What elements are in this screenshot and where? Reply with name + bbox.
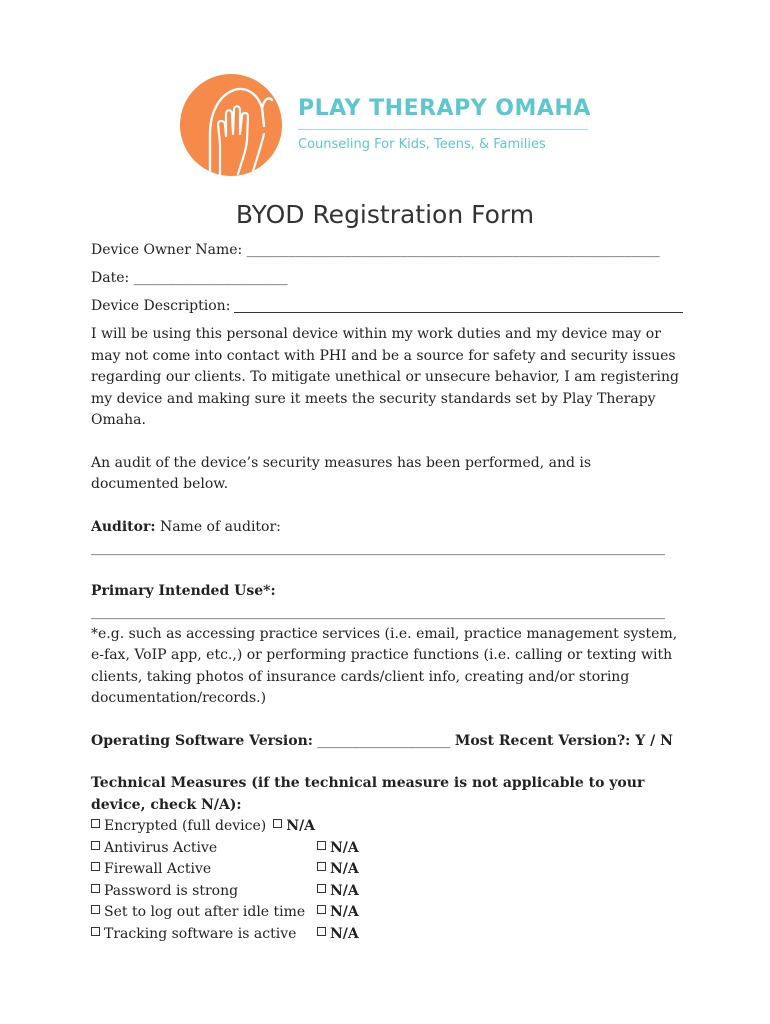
measure-label: Encrypted (full device)	[104, 818, 267, 834]
na-label: N/A	[286, 818, 316, 834]
auditor-label: Auditor:	[91, 518, 156, 535]
auditor-line	[91, 517, 683, 539]
os-version-blank[interactable]: ___________________	[317, 732, 451, 749]
device-description-label: Device Description:	[91, 298, 231, 314]
measure-row-idle-logout	[91, 902, 683, 924]
primary-use-footnote: *e.g. such as accessing practice services (i.e. email, practice management system, e-fax, VoIP app, etc.,) or performing practice functions (i.e. calling or texting with clients, taking photos of insurance cards/client info, creating and/or storing documentation/records.)	[91, 625, 678, 706]
device-owner-name-field[interactable]: Device Owner Name: ___________________________________________________________	[91, 242, 660, 258]
na-label: N/A	[330, 861, 359, 877]
intro-paragraph: I will be using this personal device within my work duties and my device may or may not come into contact with PHI and be a source for safety and security issues regarding our clients. To mitigate unethical or unsecure behavior, I am registering my device and making sure it meets the security standards set by Play Therapy Omaha.	[91, 326, 680, 428]
na-checkbox[interactable]	[317, 838, 359, 860]
most-recent-version-label[interactable]: Most Recent Version?: Y / N	[454, 732, 673, 749]
measure-checkbox[interactable]	[91, 861, 104, 877]
auditor-hint: Name of auditor:	[159, 518, 281, 535]
measure-label: Tracking software is active	[104, 925, 297, 942]
primary-use-label: Primary Intended Use*:	[91, 582, 276, 599]
primary-use-blank[interactable]: __________________________________________________________________________________	[91, 604, 665, 620]
os-version-line	[91, 731, 683, 753]
na-label: N/A	[330, 904, 359, 920]
na-label: N/A	[330, 882, 359, 899]
device-description-field[interactable]	[91, 296, 683, 318]
na-checkbox[interactable]	[317, 859, 359, 881]
device-description-blank[interactable]	[234, 296, 683, 313]
auditor-blank[interactable]: __________________________________________________________________________________	[91, 540, 665, 556]
audit-paragraph: An audit of the device’s security measures has been performed, and is documented below.	[91, 454, 592, 492]
measure-label: Firewall Active	[104, 861, 212, 877]
measure-row-tracking	[91, 924, 683, 946]
measure-checkbox[interactable]	[91, 926, 104, 942]
measure-checkbox[interactable]	[91, 883, 104, 899]
technical-measures-heading-text: Technical Measures (if the technical measure is not applicable to your device, check N/A):	[91, 775, 645, 813]
measure-checkbox[interactable]	[91, 816, 104, 838]
measure-label: Set to log out after idle time	[104, 904, 306, 920]
date-field[interactable]: Date: ______________________	[91, 270, 288, 286]
brand-logo	[180, 74, 600, 184]
os-version-label: Operating Software Version:	[91, 732, 313, 749]
technical-measures-heading	[91, 773, 683, 816]
na-checkbox[interactable]	[273, 816, 315, 838]
measure-label: Antivirus Active	[104, 839, 218, 856]
measure-label: Password is strong	[104, 882, 239, 899]
measure-row-firewall	[91, 859, 683, 881]
na-label: N/A	[330, 925, 359, 942]
measure-row-encrypted	[91, 816, 683, 838]
na-label: N/A	[330, 839, 359, 856]
brand-tagline: Counseling For Kids, Teens, & Families	[298, 137, 546, 152]
hands-icon	[180, 74, 282, 176]
measure-checkbox[interactable]	[91, 840, 104, 856]
measure-checkbox[interactable]	[91, 904, 104, 920]
na-checkbox[interactable]	[317, 902, 359, 924]
brand-divider	[298, 129, 588, 130]
form-body	[91, 240, 683, 945]
technical-measures-list	[91, 816, 683, 945]
measure-row-antivirus	[91, 838, 683, 860]
brand-name: PLAY THERAPY OMAHA	[298, 96, 591, 121]
na-checkbox[interactable]	[317, 881, 359, 903]
measure-row-password	[91, 881, 683, 903]
na-checkbox[interactable]	[317, 924, 359, 946]
form-title: BYOD Registration Form	[235, 200, 535, 229]
primary-use-line	[91, 581, 683, 603]
